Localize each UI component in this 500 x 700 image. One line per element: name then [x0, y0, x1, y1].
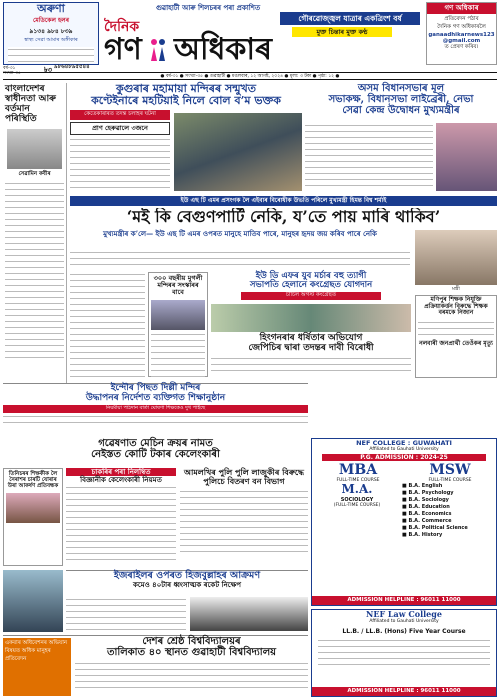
- ad1-course-3-sub: SOCIOLOGY: [340, 496, 374, 503]
- jobs-headline-2: বিজ্ঞানীক কেলেংকাৰী নিয়মত: [80, 474, 162, 484]
- machine-headline-2: নেইস্তত কোটি টকাৰ কেলেংকাৰী: [91, 449, 220, 460]
- ad1-course-item: ■ B.A. Education: [402, 504, 450, 511]
- author-photo: [7, 129, 62, 169]
- right-small-story: [415, 295, 497, 378]
- bottom-left-story: [3, 468, 63, 566]
- dateline: ● বৰ্ষ-৩১ ● সংখ্যা-৩৫ ● গুৱাহাটী ● মঙলবাৰ, ১২ আগষ্ট, ২০২৪ ● মূল্য: ৩ টকা ● পৃষ্ঠা: ১২ ●: [3, 72, 497, 80]
- right-box-text1: প্ৰতিবেদন পঠাব: [444, 16, 479, 22]
- israel-headline-1: ইজৰাইলৰ ওপৰত হিজবুল্লাহৰ আক্ৰমণ: [113, 570, 261, 581]
- ad1-title: NEF COLLEGE : GUWAHATI: [356, 439, 452, 447]
- assam-story: [305, 83, 497, 193]
- ad1-course-1-sub: FULL-TIME COURSE: [336, 478, 380, 484]
- masthead-tagline: গুৱাহাটী আৰু শিলচৰৰ পৰা প্ৰকাশিত: [155, 4, 261, 12]
- assam-body: [305, 123, 433, 191]
- ad1-course-1: MBA: [338, 462, 378, 478]
- ad1-course-mba: [318, 463, 398, 483]
- masthead-title: [104, 33, 424, 69]
- ad1-course-item: ■ B.A. Economics: [402, 511, 452, 518]
- ud-headline-2: সভাপতি হেলানে কংগ্ৰেছত যোগদান: [249, 280, 373, 291]
- assam-photo: [436, 123, 497, 191]
- ad1-course-item: ■ B.A. English: [402, 483, 443, 490]
- university-body: [75, 661, 308, 691]
- top-story-photo: [174, 113, 302, 191]
- author-name: সেৱামিন কবীৰ: [18, 170, 51, 177]
- ad1-course-item: ■ B.A. Commerce: [402, 518, 452, 525]
- ad1-sub: Affiliated to Gauhati University: [369, 447, 439, 452]
- ad1-course-list: [402, 483, 496, 539]
- jobs-headline-1: চাকৰিৰ পৰা নিলম্বিত: [66, 468, 176, 476]
- university-side: একবাৰ অধিবেশনৰ অভিযান বিষয়ত অধিক মানুহৰ প্ৰতিবেদন: [3, 638, 71, 696]
- ad2-course: LL.B. / LL.B. (Hons) Five Year Course: [342, 627, 466, 635]
- ud-story: [211, 272, 411, 332]
- assam-headline-2: সভাকক্ষ, বিধানসভা লাইব্ৰেৰী, নেভা: [328, 94, 474, 105]
- left-ad-name: অৰুণা: [37, 2, 65, 15]
- jobs-body: [66, 485, 176, 560]
- masthead-phone: ৯৮৬৪৮৯৫৫৪৪: [54, 64, 90, 70]
- lead-strip: ইউ এছ টি এমৰ প্ৰসংগক লৈ এইবাৰ বিৰোধীক উভতি পৰিলে মুখ্যমন্ত্ৰী হিমন্ত বিশ্ব শৰ্মাই: [70, 196, 497, 206]
- assam-headline-3: সেৱা কেন্দ্ৰ উদ্বোধন মুখ্যমন্ত্ৰীৰ: [342, 105, 460, 116]
- ad2-helpline[interactable]: ADMISSION HELPLINE : 96011 11000: [312, 687, 496, 696]
- masthead-banner: গৌৰৱোজ্জ্বল যাত্ৰাৰ একত্ৰিংশ বৰ্ষ: [280, 12, 420, 25]
- ad1-helpline[interactable]: ADMISSION HELPLINE : 96011 11000: [312, 596, 496, 605]
- masthead: [0, 0, 500, 76]
- ud-photo: [211, 304, 411, 332]
- jobs-story: [66, 468, 176, 568]
- right-small-body: [418, 320, 494, 338]
- israel-photo: [190, 597, 308, 631]
- right-box-logo: গণ অধিকাৰ: [427, 3, 496, 14]
- bottom-left-photo-2: [3, 570, 63, 632]
- big-headline: ‘মই কি বেগুণপাৰ্টি নেকি, য’তে পায় মাৰি থাকিব’: [126, 208, 441, 226]
- top-story-tag-1: কেতেকাৰাৰত তদন্ত চলাহৰ ঘটনা: [70, 110, 170, 120]
- left-column-body: [5, 181, 64, 361]
- minister-caption: মন্ত্ৰী: [452, 286, 460, 292]
- masthead-title-right: অধিকাৰ: [174, 32, 272, 67]
- ad1-course-item: ■ B.A. Psychology: [402, 490, 454, 497]
- left-ad-phone: ৯১৩৪ ৯৮৪ ৮৩৯: [29, 28, 73, 36]
- ad1-course-item: ■ B.A. Sociology: [402, 497, 449, 504]
- ud-headline-1: ইউ ডি এফৰ যুব মৰ্চাৰ বহু ত্যাগী: [255, 271, 367, 281]
- police-headline-1: আমলখিৰ পুলি পুলি লাজুকীৰ বিৰুদ্ধে: [184, 467, 304, 477]
- top-story-tag-2: প্ৰাণ হেৰুৱালে ৩জনে: [70, 122, 170, 135]
- bottom-left-photo: [6, 493, 60, 523]
- rape-headline-1: হিংগনৰাৰ ধৰ্ষিতাৰ অভিযোগ: [259, 333, 363, 343]
- ad1-course-3-type: (FULL-TIME COURSE): [333, 502, 381, 508]
- rape-headline-2: জেপিচিৰ দ্বাৰা তদন্তৰ দাবী বিৰোধী: [248, 342, 374, 353]
- volume: বৰ্ষ-৩১: [3, 66, 16, 71]
- right-small-headline: মণিপুৰ শিক্ষক নিযুক্তি প্ৰক্ৰিয়াকৰ্ত্তন বিৰুদ্ধে শিক্ষক বৰমকে নিজান: [424, 296, 488, 317]
- temple-story: [148, 272, 208, 377]
- rape-story: [211, 334, 411, 378]
- left-column: [3, 83, 67, 383]
- assam-headline-1: অসম বিধানসভাৰ মূল: [357, 83, 445, 94]
- people-logo-icon: [149, 37, 167, 63]
- lead-body-cols: [70, 272, 145, 377]
- bottom-left-headline: তিনিচৰৰ শিক্ষকীক লৈ নৈৰাশৰ চাৰটি যোৰাৰ উৰা আকৰ্ষণ প্ৰতিবন্ধক: [7, 471, 59, 490]
- minister-photo: [415, 230, 497, 285]
- sub-headline: মুখ্যমন্ত্ৰীৰ ক’লে— ইউ এছ টি এমৰ ওপৰত মানুহে মাতিব পাৰে, মানুহৰ হৃদয় জয় কৰিব পাৰে নেকি: [103, 229, 377, 238]
- university-headline-2: তালিকাত ৪০ স্থানত গুৱাহাটী বিশ্ববিদ্যালয়: [106, 647, 277, 658]
- ad1-course-item: ■ B.A. History: [402, 532, 443, 539]
- right-box-email2[interactable]: @gmail.com: [442, 38, 481, 44]
- nef-college-ad[interactable]: [311, 438, 497, 606]
- right-box-text2: দৈনিক গণ অধিকাৰলৈ: [437, 24, 486, 30]
- indore-headline-2: উদ্ধাপনৰ নিৰ্দেশত ব্যক্তিগত শিক্ষানুষ্ঠান: [85, 392, 226, 403]
- ud-tag: চাৰ্চিল অগস্ট কংগ্ৰেছত: [241, 292, 381, 300]
- machine-story: [3, 438, 308, 462]
- indore-body: [3, 414, 308, 428]
- nef-law-ad[interactable]: [311, 609, 497, 697]
- top-story: [70, 83, 302, 193]
- left-ad-sub: মেডিকেল হলৰ: [32, 17, 70, 25]
- israel-headline-2: কমেও ৪০টাৰ ধ্বংসাত্মক ৰকেট নিক্ষেপ: [132, 580, 241, 590]
- ad2-body: [318, 638, 490, 668]
- ad1-courses: [312, 463, 496, 483]
- ad1-ma: [312, 483, 402, 539]
- university-headline-1: দেশৰ শ্ৰেষ্ঠ বিশ্ববিদ্যালয়ৰ: [142, 636, 241, 647]
- ad2-title: NEF Law College: [366, 609, 442, 619]
- right-box-text3: ত প্ৰেৰণ কৰিব।: [444, 44, 479, 50]
- left-ad-details: [8, 47, 94, 63]
- indore-story: [3, 383, 308, 435]
- ad1-lower: [312, 483, 496, 539]
- ad1-course-msw: [410, 463, 490, 483]
- top-story-headline-2: কণ্টেইনাৰে মহটিয়াই নিলে বোল ব’ম ভক্তক: [91, 94, 281, 108]
- machine-headline-1: গৱেষণাত মেচিন ক্ৰয়ৰ নামত: [98, 438, 213, 449]
- left-ad-body: স্বাস্থ্য সেৱা আমাৰ অঙ্গীকাৰ: [24, 37, 78, 44]
- right-box-email[interactable]: ganaadhikarnews123: [428, 32, 495, 38]
- issue: সংখ্যা-৩৫: [3, 71, 21, 76]
- right-small-headline-2: নলবাৰী জনপ্ৰাৰ্থী তেওঁকৰ মৃত্যু: [419, 339, 493, 347]
- masthead-title-left: গণ: [104, 32, 142, 67]
- temple-headline: ৩০০ বছৰীয় মুগলী মন্দিৰৰ সংস্কাৰৰ বাবে: [153, 274, 203, 297]
- lead-body: [70, 250, 410, 270]
- top-story-headline-1: কুগুৰাৰ মহামায়া মন্দিৰৰ সন্মুখত: [115, 82, 257, 95]
- indore-headline-1: ইন্দৌৰ পিছত দিল্লী মন্দিৰ: [110, 383, 201, 393]
- left-column-headline: বাংলাদেশৰ স্বাধীনতা আৰু বৰ্তমান পৰিস্থিতি: [5, 84, 56, 124]
- ad1-course-2: MSW: [429, 462, 471, 478]
- ad1-course-3: M.A.: [341, 482, 373, 497]
- israel-body: [66, 597, 186, 631]
- ad1-admission: P.G. ADMISSION : 2024-25: [322, 454, 486, 461]
- israel-story: [66, 570, 308, 632]
- masthead-right-box[interactable]: [426, 2, 497, 65]
- police-headline-2: পুলিচে বিতৰণ বন বিভাগ: [203, 475, 285, 486]
- masthead-slogan: মুক্ত চিন্তাৰ মুক্ত কণ্ঠ: [292, 27, 392, 37]
- masthead-left-ad[interactable]: [3, 2, 99, 65]
- ad1-course-item: ■ B.A. Political Science: [402, 525, 468, 532]
- temple-photo: [151, 300, 205, 330]
- ad2-sub: Affiliated to Gauhati University: [369, 618, 439, 624]
- ad1-course-2-sub: FULL-TIME COURSE: [428, 478, 472, 484]
- temple-body: [151, 332, 205, 380]
- police-story: [180, 468, 308, 568]
- masthead-prefix: দৈনিক: [104, 19, 140, 35]
- indore-tag: নিয়মীয়া পাঠদান বাৰ্তা ঘোষণা শিক্ষকেও দুখ পাইছে: [3, 405, 308, 413]
- police-body: [180, 489, 308, 555]
- top-story-body: [70, 137, 170, 191]
- rape-body: [211, 356, 411, 374]
- university-story: [3, 635, 308, 697]
- price-badge: ৳৩: [44, 66, 53, 74]
